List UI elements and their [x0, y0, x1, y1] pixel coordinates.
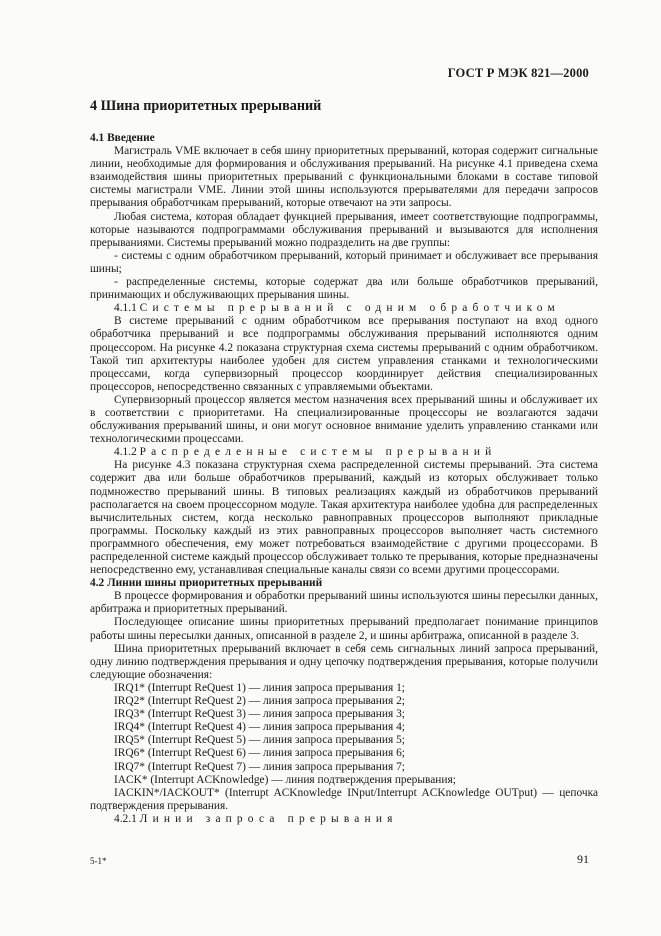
heading-text: Линии запроса прерывания [139, 812, 398, 825]
list-item: - распределенные системы, которые содержат два или больше обработчиков прерываний, принимающих и обслуживающих прерывания шины. [90, 276, 598, 302]
heading-text: Распределенные системы прерываний [139, 446, 497, 459]
signal-line: IRQ5* (Interrupt ReQuest 5) — линия запроса прерывания 5; [114, 734, 405, 747]
signal-line: IRQ4* (Interrupt ReQuest 4) — линия запроса прерывания 4; [114, 721, 405, 734]
signal-line: IRQ1* (Interrupt ReQuest 1) — линия запроса прерывания 1; [114, 681, 405, 694]
signal-line: IRQ3* (Interrupt ReQuest 3) — линия запроса прерывания 3; [114, 708, 405, 721]
paragraph: В системе прерываний с одним обработчиком все прерывания поступают на вход одного обработчика прерываний и все подпрограммы обслуживания прерываний исполняются одним процессором. На рисунке 4.2 показана структурная схема системы прерываний с одним обработчиком. Такой тип архитектуры наиболее удобен для систем управления станками и технологическими процессами, когда супервизорный процессор координирует действия специализированных процессоров, непосредственно связанных с управляемыми объектами. [90, 315, 598, 393]
heading-number: 4.2.1 [114, 812, 137, 825]
page-content [90, 98, 598, 826]
subsection-4-1-2-heading [90, 446, 598, 459]
paragraph: Шина приоритетных прерываний включает в себя семь сигнальных линий запроса прерываний, одну линию подтверждения прерывания и одну цепочку подтверждения прерывания, которые получили следующие обозначения: [90, 642, 598, 681]
subsection-4-2-title: 4.2 Линии шины приоритетных прерываний [90, 577, 323, 590]
signal-line: IRQ6* (Interrupt ReQuest 6) — линия запроса прерывания 6; [114, 747, 405, 760]
paragraph: На рисунке 4.3 показана структурная схема распределенной системы прерываний. Эта система содержит два или больше обработчиков прерываний, каждый из которых обслуживает только подмножество прерываний шины. В типовых реализациях каждый из обработчиков прерываний располагается на своем процессорном модуле. Такая архитектура наиболее удобна для распределенных вычислительных систем, когда несколько равноправных процессоров выполняют прикладные программы. Поскольку каждый из этих равноправных процессоров выполняет часть системного программного обеспечения, ему может потребоваться взаимодействие с другими процессорами. В распределенной системе каждый процессор обслуживает только те прерывания, которые предназначены непосредственно ему, устанавливая специальные каналы связи со всеми другими процессорами. [90, 459, 599, 577]
list-item: - системы с одним обработчиком прерываний, который принимает и обслуживает все прерывания шины; [90, 249, 598, 275]
page-number: 91 [577, 852, 589, 866]
section-title: 4 Шина приоритетных прерываний [90, 98, 322, 114]
signal-line: IACKIN*/IACKOUT* (Interrupt ACKnowledge INput/Interrupt ACKnowledge OUTput) — цепочка подтверждения прерывания. [90, 786, 598, 812]
heading-number: 4.1.2 [114, 446, 137, 459]
signal-line: IRQ2* (Interrupt ReQuest 2) — линия запроса прерывания 2; [114, 695, 405, 708]
footer-signature: 5-1* [90, 856, 107, 866]
paragraph: Магистраль VME включает в себя шину приоритетных прерываний, которая содержит сигнальные линии, необходимые для формирования и обслуживания прерываний. На рисунке 4.1 приведена схема взаимодействия шины приоритетных прерываний с функциональными блоками в составе типовой системы магистрали VME. Линии этой шины используются прерывателями для передачи запросов прерывания обработчикам прерываний, которые отвечают на эти запросы. [90, 145, 598, 210]
subsection-4-1-1-heading [90, 302, 598, 315]
signal-line: IRQ7* (Interrupt ReQuest 7) — линия запроса прерывания 7; [114, 760, 405, 773]
paragraph: Любая система, которая обладает функцией прерывания, имеет соответствующие подпрограммы, которые называются подпрограммами обслуживания прерываний и вызываются для исполнения прерываниями. Системы прерываний можно подразделить на две группы: [90, 210, 598, 249]
paragraph: Последующее описание шины приоритетных прерываний предполагает понимание принципов работы шины пересылки данных, описанной в разделе 2, и шины арбитража, описанной в разделе 3. [90, 616, 598, 642]
standard-header: ГОСТ Р МЭК 821—2000 [447, 66, 589, 80]
subsection-4-1-title: 4.1 Введение [90, 132, 155, 144]
heading-text: Системы прерываний с одним обработчиком [139, 302, 560, 315]
paragraph: В процессе формирования и обработки прерываний шины используются шины пересылки данных, арбитража и приоритетных прерываний. [90, 590, 598, 616]
subsection-4-2-1-heading [90, 813, 598, 826]
paragraph: Супервизорный процессор является местом назначения всех прерываний шины и обслуживает их в соответствии с приоритетами. На специализированные процессоры не возлагаются задачи обслуживания прерываний шины, и они могут основное внимание уделить управлению станками или технологическими процессами. [90, 393, 598, 446]
signal-line: IACK* (Interrupt ACKnowledge) — линия подтверждения прерывания; [114, 773, 456, 786]
heading-number: 4.1.1 [114, 302, 137, 315]
